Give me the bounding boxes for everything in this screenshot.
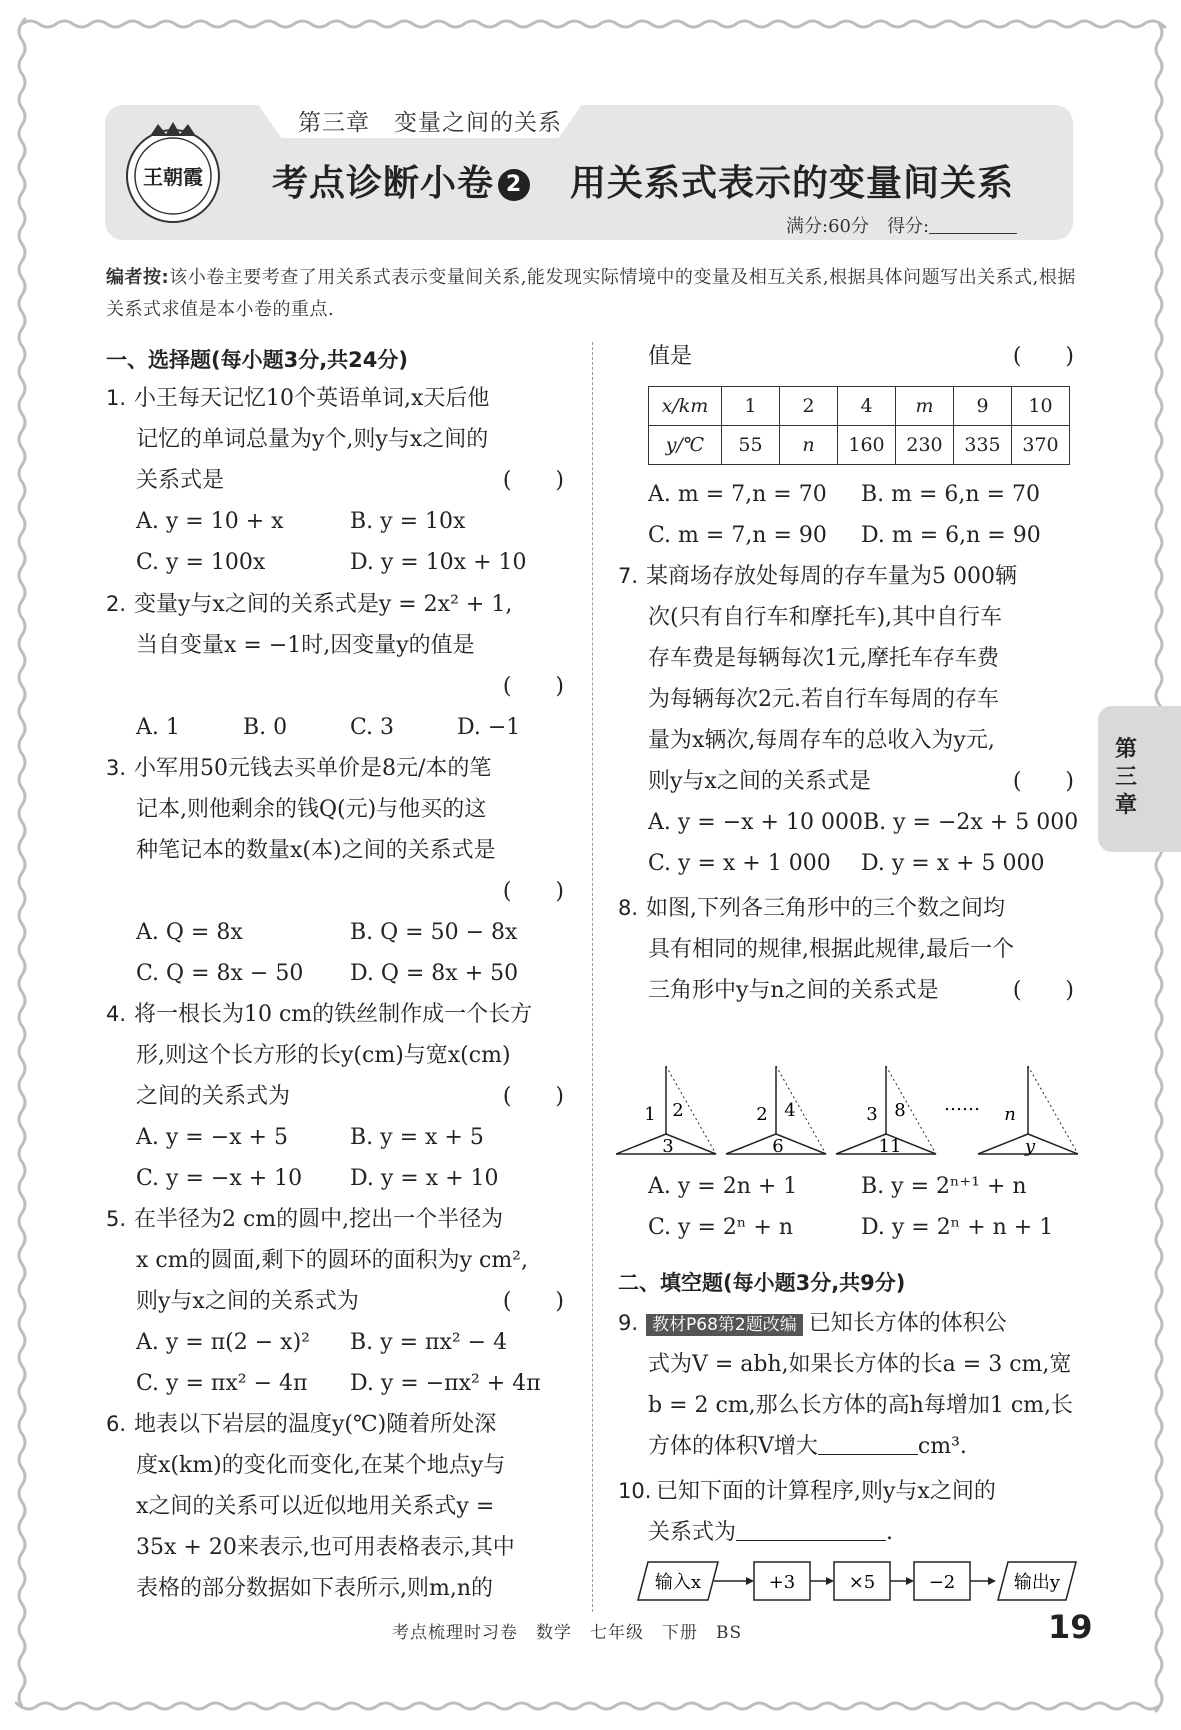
- question-text: 量为x辆次,每周存车的总收入为y元,: [648, 728, 995, 753]
- question-number: 10.: [618, 1479, 652, 1503]
- table-cell: 4: [838, 387, 896, 426]
- option-b[interactable]: B. y = x + 5: [350, 1125, 484, 1150]
- table-cell: 10: [1012, 387, 1070, 426]
- table-cell: 230: [896, 426, 954, 465]
- title-number-badge: 2: [498, 169, 530, 201]
- question-text: 形,则这个长方形的长y(cm)与宽x(cm): [136, 1043, 511, 1068]
- question-4: [106, 994, 564, 1199]
- question-text: 方体的体积V增大: [648, 1434, 818, 1459]
- score-line: [786, 212, 1017, 238]
- question-text: 小王每天记忆10个英语单词,x天后他: [134, 386, 490, 411]
- flow-step-input: 输入x: [654, 1572, 702, 1593]
- question-text: 关系式为: [648, 1520, 737, 1545]
- question-number: 1.: [106, 386, 127, 410]
- question-text: 度x(km)的变化而变化,在某个地点y与: [136, 1453, 506, 1478]
- option-b[interactable]: B. y = −2x + 5 000: [862, 810, 1079, 835]
- table-cell: 335: [954, 426, 1012, 465]
- question-number: 5.: [106, 1207, 127, 1231]
- option-a[interactable]: A. y = −x + 10 000: [648, 810, 863, 835]
- triangle-number: 1: [644, 1104, 656, 1125]
- triangle-number: 3: [662, 1136, 674, 1157]
- option-d[interactable]: D. y = x + 10: [350, 1166, 499, 1191]
- side-chapter-label: 第三章: [1114, 737, 1137, 818]
- triangle-number: 8: [894, 1100, 906, 1121]
- triangle-number: 3: [866, 1104, 878, 1125]
- table-cell: y/℃: [649, 426, 722, 465]
- question-text: 则y与x之间的关系式为: [136, 1289, 359, 1314]
- option-d[interactable]: D. y = x + 5 000: [861, 851, 1045, 876]
- option-c[interactable]: C. y = −x + 10: [136, 1166, 303, 1191]
- table-cell: 9: [954, 387, 1012, 426]
- triangle-pattern-figure: [616, 1060, 1078, 1160]
- answer-bracket[interactable]: ( ): [1012, 978, 1074, 1003]
- triangle-number: y: [1024, 1136, 1036, 1157]
- question-text: 存车费是每辆每次1元,摩托车存车费: [648, 646, 999, 671]
- question-6: [106, 1404, 564, 1609]
- data-table: [648, 386, 1070, 465]
- question-number: 6.: [106, 1412, 127, 1436]
- question-text: 如图,下列各三角形中的三个数之间均: [646, 896, 1005, 921]
- option-a[interactable]: A. y = 2n + 1: [648, 1174, 798, 1199]
- editor-note-text: 该小卷主要考查了用关系式表示变量间关系,能发现实际情境中的变量及相互关系,根据具体问题写出关系式,根据关系式求值是本小卷的重点.: [106, 267, 1076, 320]
- question-number: 2.: [106, 592, 127, 616]
- answer-bracket[interactable]: ( ): [1012, 769, 1074, 794]
- editor-note: [106, 262, 1076, 326]
- footer-book-info: 考点梳理时习卷 数学 七年级 下册 BS: [392, 1623, 743, 1643]
- option-a[interactable]: A. y = 10 + x: [136, 509, 284, 534]
- answer-bracket[interactable]: ( ): [502, 1289, 564, 1314]
- question-number: 4.: [106, 1002, 127, 1026]
- option-c[interactable]: C. y = 100x: [136, 550, 266, 575]
- question-text: 地表以下岩层的温度y(℃)随着所处深: [134, 1412, 497, 1437]
- answer-bracket[interactable]: ( ): [502, 879, 564, 904]
- option-d[interactable]: D. y = −πx² + 4π: [350, 1371, 541, 1396]
- question-text: 式为V = abh,如果长方体的长a = 3 cm,宽: [648, 1352, 1072, 1377]
- question-text: .: [886, 1520, 894, 1545]
- question-text: 当自变量x = −1时,因变量y的值是: [136, 633, 475, 658]
- triangle-number: 4: [784, 1100, 796, 1121]
- question-number: 9.: [618, 1311, 639, 1335]
- question-text: 将一根长为10 cm的铁丝制作成一个长方: [134, 1002, 533, 1027]
- brand-logo: [118, 118, 228, 228]
- question-text: 在半径为2 cm的圆中,挖出一个半径为: [134, 1207, 504, 1232]
- question-number: 3.: [106, 756, 127, 780]
- question-text: 变量y与x之间的关系式是y = 2x² + 1,: [134, 592, 513, 617]
- triangle-3: [836, 1066, 936, 1157]
- main-title: [272, 155, 1014, 206]
- triangle-number: 2: [756, 1104, 768, 1125]
- question-number: 8.: [618, 896, 639, 920]
- option-c[interactable]: C. y = πx² − 4π: [136, 1371, 308, 1396]
- question-3: [106, 748, 564, 994]
- answer-blank[interactable]: [818, 1434, 918, 1455]
- question-text: x之间的关系可以近似地用关系式y =: [136, 1494, 495, 1519]
- title-topic: 用关系式表示的变量间关系: [570, 163, 1015, 204]
- question-5: [106, 1199, 564, 1404]
- answer-bracket[interactable]: ( ): [502, 1084, 564, 1109]
- flow-step-multiply: ×5: [848, 1572, 876, 1593]
- table-cell: n: [780, 426, 838, 465]
- question-6-options: [618, 474, 1074, 556]
- question-text: 关系式是: [136, 468, 225, 493]
- option-c[interactable]: C. y = x + 1 000: [648, 851, 831, 876]
- table-row: [649, 426, 1070, 465]
- question-text: 某商场存放处每周的存车量为5 000辆: [646, 564, 1017, 589]
- question-number: 7.: [618, 564, 639, 588]
- table-cell: 2: [780, 387, 838, 426]
- question-8: [618, 888, 1074, 1011]
- option-c[interactable]: C. m = 7,n = 90: [648, 523, 827, 548]
- option-c[interactable]: C. Q = 8x − 50: [136, 961, 304, 986]
- section-title-choice: 一、选择题(每小题3分,共24分): [106, 348, 409, 372]
- calculation-flowchart: [636, 1558, 1078, 1606]
- option-b[interactable]: B. m = 6,n = 70: [861, 482, 1041, 507]
- question-text: 值是: [648, 344, 693, 369]
- question-text: 已知下面的计算程序,则y与x之间的: [656, 1479, 996, 1504]
- table-cell: x/km: [649, 387, 722, 426]
- question-text: 具有相同的规律,根据此规律,最后一个: [648, 937, 1014, 962]
- answer-bracket[interactable]: ( ): [502, 468, 564, 493]
- question-text: 小军用50元钱去买单价是8元/本的笔: [134, 756, 492, 781]
- option-d[interactable]: D. m = 6,n = 90: [861, 523, 1041, 548]
- question-6-continued: [618, 336, 1074, 377]
- textbook-tag: 教材P68第2题改编: [646, 1314, 803, 1336]
- option-a[interactable]: A. 1: [136, 715, 180, 740]
- option-b[interactable]: B. y = πx² − 4: [350, 1330, 508, 1355]
- triangle-1: [616, 1066, 716, 1157]
- column-divider: [592, 342, 593, 1612]
- option-b[interactable]: B. y = 10x: [350, 509, 466, 534]
- table-cell: 1: [722, 387, 780, 426]
- flow-step-subtract: −2: [928, 1572, 956, 1593]
- triangle-2: [726, 1066, 826, 1157]
- option-a[interactable]: A. Q = 8x: [136, 920, 243, 945]
- question-text: 次(只有自行车和摩托车),其中自行车: [648, 605, 1003, 630]
- section-title-fill-in: 二、填空题(每小题3分,共9分): [618, 1271, 906, 1295]
- editor-note-label: 编者按:: [106, 267, 170, 288]
- question-8-options: [618, 1166, 1074, 1248]
- question-2: [106, 584, 564, 748]
- option-b[interactable]: B. 0: [243, 715, 288, 740]
- question-text: 三角形中y与n之间的关系式是: [648, 978, 939, 1003]
- question-text: 35x + 20来表示,也可用表格表示,其中: [136, 1535, 515, 1560]
- option-c[interactable]: C. y = 2ⁿ + n: [648, 1215, 793, 1240]
- question-7: [618, 556, 1079, 884]
- answer-bracket[interactable]: ( ): [502, 674, 564, 699]
- question-text: 为每辆每次2元.若自行车每周的存车: [648, 687, 999, 712]
- option-b[interactable]: B. Q = 50 − 8x: [350, 920, 518, 945]
- question-text: x cm的圆面,剩下的圆环的面积为y cm²,: [136, 1248, 528, 1273]
- option-d[interactable]: D. −1: [457, 715, 521, 740]
- question-text: 表格的部分数据如下表所示,则m,n的: [136, 1576, 494, 1601]
- table-cell: 55: [722, 426, 780, 465]
- option-a[interactable]: A. m = 7,n = 70: [648, 482, 827, 507]
- option-d[interactable]: D. y = 2ⁿ + n + 1: [861, 1215, 1054, 1240]
- page-number: 19: [1048, 1608, 1093, 1646]
- option-d[interactable]: D. Q = 8x + 50: [350, 961, 519, 986]
- table-cell: 160: [838, 426, 896, 465]
- flow-step-output: 输出y: [1013, 1572, 1061, 1593]
- title-prefix: 考点诊断小卷: [272, 163, 495, 204]
- question-text: cm³.: [917, 1434, 967, 1459]
- question-text: 已知长方体的体积公: [808, 1311, 1007, 1336]
- question-text: 记本,则他剩余的钱Q(元)与他买的这: [136, 797, 487, 822]
- question-1: [106, 378, 564, 583]
- triangle-number: 11: [878, 1136, 902, 1157]
- answer-blank[interactable]: [736, 1520, 886, 1541]
- question-text: 种笔记本的数量x(本)之间的关系式是: [136, 838, 496, 863]
- option-d[interactable]: D. y = 10x + 10: [350, 550, 527, 575]
- table-row: [649, 387, 1070, 426]
- option-b[interactable]: B. y = 2ⁿ⁺¹ + n: [861, 1174, 1027, 1199]
- chapter-title: 第三章 变量之间的关系: [298, 110, 562, 136]
- triangle-number: 6: [772, 1136, 784, 1157]
- question-text: b = 2 cm,那么长方体的高h每增加1 cm,长: [648, 1393, 1074, 1418]
- ellipsis-dots: ……: [944, 1094, 980, 1115]
- table-cell: m: [896, 387, 954, 426]
- triangle-number: 2: [672, 1100, 684, 1121]
- triangle-number: n: [1004, 1104, 1016, 1125]
- question-text: 之间的关系式为: [136, 1084, 291, 1109]
- table-cell: 370: [1012, 426, 1070, 465]
- score-blank[interactable]: [929, 217, 1017, 234]
- question-text: 则y与x之间的关系式是: [648, 769, 871, 794]
- option-a[interactable]: A. y = −x + 5: [136, 1125, 288, 1150]
- option-a[interactable]: A. y = π(2 − x)²: [136, 1330, 310, 1355]
- triangle-4: [978, 1066, 1078, 1157]
- option-c[interactable]: C. 3: [350, 715, 395, 740]
- logo-text: 王朝霞: [143, 165, 203, 189]
- question-text: 记忆的单词总量为y个,则y与x之间的: [136, 427, 489, 452]
- question-9: [618, 1303, 1074, 1467]
- flow-step-add: +3: [768, 1572, 796, 1593]
- question-10: [618, 1471, 1074, 1553]
- score-label: 满分:60分 得分:: [786, 216, 930, 237]
- answer-bracket[interactable]: ( ): [1012, 344, 1074, 369]
